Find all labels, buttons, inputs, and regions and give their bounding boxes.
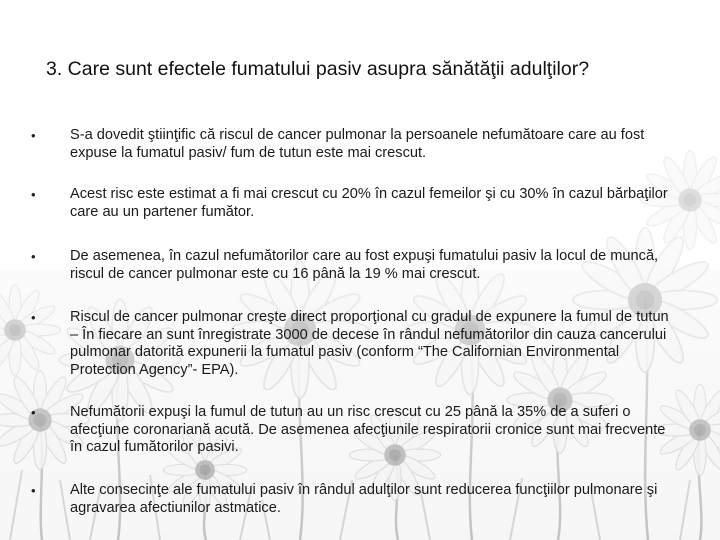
bullet-text: Alte consecinţe ale fumatului pasiv în rândul adulţilor sunt reducerea funcţiilor pulmonare şi agravarea afectiunilor astmatice.	[70, 482, 658, 516]
bullet-marker: •	[31, 483, 36, 498]
bullet-text: Nefumătorii expuşi la fumul de tutun au un risc crescut cu 25 până la 35% de a suferi o afecţiune coronariană acută. De asemenea afecţiunile respiratorii cronice sunt mai frecvente în cazul fumătorilor pasivi.	[70, 404, 666, 455]
bullet-marker: •	[31, 187, 36, 202]
bullet-marker: •	[31, 405, 36, 420]
bullet-text: S-a dovedit ştiinţific că riscul de cancer pulmonar la persoanele nefumătoare care au fost expuse la fumatul pasiv/ fum de tutun este mai crescut.	[70, 127, 645, 161]
bullet-marker: •	[31, 249, 36, 264]
bullet-marker: •	[31, 128, 36, 143]
bullet-text: De asemenea, în cazul nefumătorilor care au fost expuşi fumatului pasiv la locul de muncă, riscul de cancer pulmonar este cu 16 până la 19 % mai crescut.	[70, 248, 659, 282]
bullet-text: Acest risc este estimat a fi mai crescut cu 20% în cazul femeilor şi cu 30% în cazul bărbaţilor care au un partener fumător.	[70, 186, 668, 220]
slide-title: 3. Care sunt efectele fumatului pasiv asupra sănătăţii adulţilor?	[46, 58, 590, 80]
bullet-marker: •	[31, 310, 36, 325]
bullet-text: Riscul de cancer pulmonar creşte direct proporţional cu gradul de expunere la fumul de tutun – În fiecare an sunt înregistrate 3000 de decese în rândul nefumătorilor din cauza cancerului pulmonar datorită expunerii la fumatul pasiv (conform “The Californian Environmental Protection Agency”- EPA).	[70, 309, 669, 378]
